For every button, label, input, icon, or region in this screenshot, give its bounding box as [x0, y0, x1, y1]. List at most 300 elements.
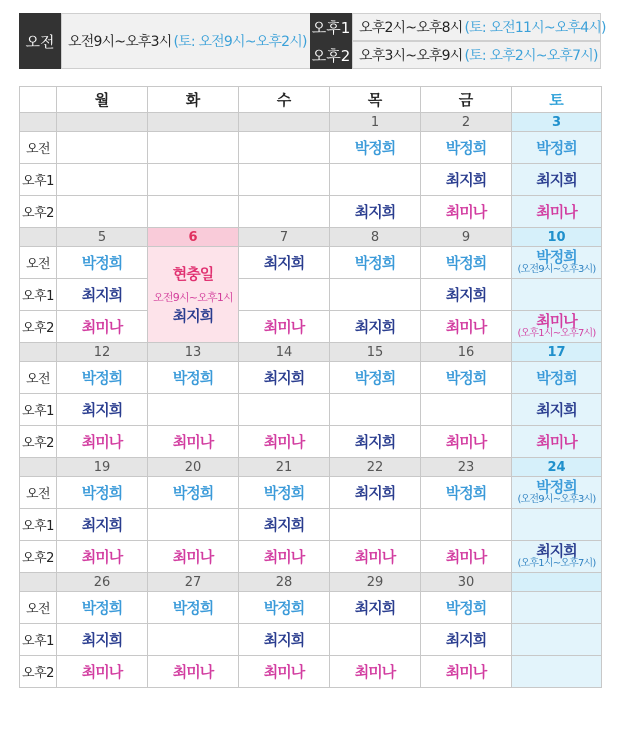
shift-entry [239, 316, 329, 337]
shift-entry [421, 546, 511, 567]
shift-entry [148, 431, 238, 452]
staff-name: 최미나 [81, 318, 123, 336]
header-blank [20, 87, 57, 113]
shift-cell-tue [148, 164, 239, 196]
date-cell-thu: 15 [330, 343, 421, 362]
shift-entry [330, 316, 420, 337]
shift-entry [330, 252, 420, 273]
schedule-calendar [19, 86, 602, 688]
period-label: 오전 [20, 132, 57, 164]
shift-cell-sat[interactable] [512, 196, 602, 228]
shift-cell-thu[interactable] [330, 592, 421, 624]
legend-pm1-hours-text: 오후2시~오후8시 [359, 20, 463, 36]
staff-name: 최미나 [172, 548, 214, 566]
date-row-blank [20, 343, 57, 362]
staff-name: 최지희 [354, 484, 396, 502]
shift-entry [421, 137, 511, 158]
shift-entry [512, 367, 601, 388]
shift-cell-fri[interactable] [421, 477, 512, 509]
shift-cell-wed[interactable] [239, 311, 330, 343]
shift-cell-fri[interactable] [421, 311, 512, 343]
shift-entry [239, 482, 329, 503]
staff-name: 박정희 [263, 484, 305, 502]
shift-entry [421, 597, 511, 618]
shift-cell-thu[interactable] [330, 247, 421, 279]
shift-cell-tue[interactable] [148, 592, 239, 624]
shift-cell-wed[interactable] [239, 426, 330, 458]
shift-cell-thu[interactable] [330, 477, 421, 509]
weekday-header-row [20, 87, 602, 113]
shift-entry [512, 399, 601, 420]
staff-name: 최미나 [263, 548, 305, 566]
staff-name: 최지희 [445, 286, 487, 304]
staff-name: 박정희 [445, 139, 487, 157]
slot-row [20, 394, 602, 426]
shift-cell-mon[interactable] [57, 592, 148, 624]
period-label: 오전 [20, 592, 57, 624]
shift-entry [421, 284, 511, 305]
date-cell-sat [512, 573, 602, 592]
staff-name: 박정희 [172, 369, 214, 387]
shift-cell-wed [239, 132, 330, 164]
shift-entry [330, 546, 420, 567]
date-cell-thu: 1 [330, 113, 421, 132]
slot-row [20, 541, 602, 573]
shift-entry [421, 661, 511, 682]
date-row [20, 113, 602, 132]
shift-entry [421, 629, 511, 650]
date-cell-fri: 9 [421, 228, 512, 247]
shift-entry [239, 367, 329, 388]
date-row-blank [20, 458, 57, 477]
shift-entry [512, 314, 601, 339]
date-row [20, 458, 602, 477]
date-cell-wed: 7 [239, 228, 330, 247]
date-cell-thu: 8 [330, 228, 421, 247]
date-cell-wed: 14 [239, 343, 330, 362]
date-cell-sat: 10 [512, 228, 602, 247]
shift-cell-tue[interactable] [148, 477, 239, 509]
date-cell-mon [57, 113, 148, 132]
shift-cell-thu[interactable] [330, 426, 421, 458]
slot-row [20, 311, 602, 343]
legend-pm1-hours [352, 13, 606, 41]
shift-cell-mon [57, 132, 148, 164]
shift-entry [239, 514, 329, 535]
date-row [20, 343, 602, 362]
shift-cell-tue[interactable] [148, 656, 239, 688]
date-cell-mon: 12 [57, 343, 148, 362]
date-cell-fri: 2 [421, 113, 512, 132]
shift-cell-thu [330, 279, 421, 311]
date-row-blank [20, 113, 57, 132]
shift-cell-mon[interactable] [57, 624, 148, 656]
staff-name: 최지희 [536, 171, 577, 189]
staff-name: 최미나 [263, 433, 305, 451]
shift-entry [57, 431, 147, 452]
staff-name: 최미나 [81, 548, 123, 566]
shift-cell-fri[interactable] [421, 132, 512, 164]
staff-name: 박정희 [81, 599, 123, 617]
staff-name: 최지희 [263, 254, 305, 272]
shift-entry [330, 137, 420, 158]
shift-cell-sat[interactable] [512, 247, 602, 279]
staff-name: 박정희 [354, 254, 396, 272]
shift-entry [148, 482, 238, 503]
shift-cell-mon[interactable] [57, 541, 148, 573]
shift-cell-wed[interactable] [239, 509, 330, 541]
legend-am-hours [61, 13, 329, 69]
staff-name: 박정희 [445, 599, 487, 617]
staff-name: 박정희 [536, 248, 577, 266]
staff-name: 최미나 [354, 548, 396, 566]
date-cell-tue: 6 [148, 228, 239, 247]
saturday-hours-note: (오후1시~오후7시) [517, 328, 596, 339]
slot-row [20, 624, 602, 656]
shift-entry [330, 597, 420, 618]
header-mon: 월 [57, 87, 148, 113]
slot-row [20, 132, 602, 164]
staff-name: 최지희 [536, 542, 577, 560]
period-label: 오후1 [20, 279, 57, 311]
shift-entry [512, 137, 601, 158]
shift-cell-mon [57, 196, 148, 228]
shift-cell-fri[interactable] [421, 164, 512, 196]
date-cell-mon: 5 [57, 228, 148, 247]
slot-row [20, 656, 602, 688]
saturday-hours-note: (오후1시~오후7시) [517, 558, 596, 569]
shift-cell-sat [512, 279, 602, 311]
shift-entry [57, 367, 147, 388]
staff-name: 최지희 [354, 203, 396, 221]
staff-name: 박정희 [172, 599, 214, 617]
shift-cell-wed[interactable] [239, 592, 330, 624]
shift-cell-wed[interactable] [239, 362, 330, 394]
staff-name: 최미나 [445, 663, 487, 681]
header-tue: 화 [148, 87, 239, 113]
slot-row [20, 477, 602, 509]
legend-am-saturday: (토: 오전9시~오후2시) [173, 34, 307, 50]
shift-entry [57, 597, 147, 618]
staff-name: 박정희 [536, 478, 577, 496]
staff-name: 최지희 [354, 433, 396, 451]
shift-cell-tue [148, 624, 239, 656]
shift-entry [57, 546, 147, 567]
shift-entry [57, 284, 147, 305]
staff-name: 최지희 [354, 318, 396, 336]
shift-entry [421, 169, 511, 190]
shift-cell-mon[interactable] [57, 477, 148, 509]
schedule-legend [19, 13, 606, 71]
shift-cell-wed [239, 279, 330, 311]
shift-cell-fri[interactable] [421, 656, 512, 688]
shift-cell-mon[interactable] [57, 656, 148, 688]
staff-name: 박정희 [263, 599, 305, 617]
shift-entry [57, 316, 147, 337]
shift-entry [330, 431, 420, 452]
shift-cell-fri[interactable] [421, 426, 512, 458]
staff-name: 박정희 [81, 369, 123, 387]
slot-row [20, 196, 602, 228]
staff-name: 박정희 [536, 369, 577, 387]
period-label: 오전 [20, 477, 57, 509]
legend-pm2-saturday: (토: 오후2시~오후7시) [464, 48, 598, 64]
staff-name: 최미나 [172, 433, 214, 451]
shift-cell-tue [148, 509, 239, 541]
shift-entry [239, 431, 329, 452]
shift-cell-thu[interactable] [330, 311, 421, 343]
slot-row [20, 362, 602, 394]
staff-name: 최지희 [81, 401, 123, 419]
date-cell-wed: 28 [239, 573, 330, 592]
staff-name: 박정희 [354, 139, 396, 157]
staff-name: 최미나 [536, 312, 577, 330]
date-cell-tue: 20 [148, 458, 239, 477]
shift-entry [421, 201, 511, 222]
staff-name: 박정희 [445, 484, 487, 502]
shift-cell-fri[interactable] [421, 624, 512, 656]
staff-name: 최지희 [81, 286, 123, 304]
shift-cell-tue [148, 132, 239, 164]
period-label: 오전 [20, 362, 57, 394]
shift-entry [421, 431, 511, 452]
holiday-hours: 오전9시~오후1시 [153, 291, 233, 304]
shift-entry [512, 544, 601, 569]
shift-cell-sat[interactable] [512, 426, 602, 458]
saturday-hours-note: (오전9시~오후3시) [517, 264, 596, 275]
staff-name: 최지희 [263, 516, 305, 534]
period-label: 오후2 [20, 656, 57, 688]
legend-am-hours-text: 오전9시~오후3시 [68, 34, 172, 50]
shift-cell-thu [330, 164, 421, 196]
date-cell-tue [148, 113, 239, 132]
shift-entry [148, 367, 238, 388]
shift-entry [239, 252, 329, 273]
staff-name: 박정희 [172, 484, 214, 502]
shift-entry [421, 482, 511, 503]
staff-name: 최미나 [445, 318, 487, 336]
saturday-hours-note: (오전9시~오후3시) [517, 494, 596, 505]
shift-cell-mon [57, 164, 148, 196]
staff-name: 최지희 [536, 401, 577, 419]
shift-cell-fri[interactable] [421, 362, 512, 394]
shift-entry [148, 546, 238, 567]
shift-cell-wed [239, 196, 330, 228]
shift-cell-wed[interactable] [239, 477, 330, 509]
staff-name: 최지희 [263, 369, 305, 387]
shift-cell-tue [148, 196, 239, 228]
shift-entry [57, 252, 147, 273]
shift-cell-sat[interactable] [512, 164, 602, 196]
staff-name: 최지희 [81, 631, 123, 649]
shift-entry [330, 482, 420, 503]
staff-name: 최미나 [445, 433, 487, 451]
holiday-cell[interactable] [148, 247, 239, 343]
staff-name: 최미나 [445, 203, 487, 221]
shift-entry [148, 597, 238, 618]
shift-cell-thu[interactable] [330, 196, 421, 228]
period-label: 오후2 [20, 426, 57, 458]
staff-name: 최미나 [172, 663, 214, 681]
shift-entry [512, 250, 601, 275]
shift-cell-fri[interactable] [421, 592, 512, 624]
date-cell-mon: 26 [57, 573, 148, 592]
shift-entry [57, 482, 147, 503]
shift-entry [239, 546, 329, 567]
staff-name: 최지희 [354, 599, 396, 617]
shift-entry [421, 252, 511, 273]
shift-cell-wed[interactable] [239, 656, 330, 688]
legend-pm2-label: 오후2 [310, 41, 352, 69]
date-row-blank [20, 573, 57, 592]
shift-entry [57, 514, 147, 535]
shift-cell-wed[interactable] [239, 624, 330, 656]
shift-cell-sat[interactable] [512, 362, 602, 394]
period-label: 오후2 [20, 311, 57, 343]
shift-cell-thu[interactable] [330, 656, 421, 688]
shift-entry [421, 316, 511, 337]
staff-name: 박정희 [81, 484, 123, 502]
shift-cell-tue[interactable] [148, 426, 239, 458]
shift-entry [330, 367, 420, 388]
period-label: 오전 [20, 247, 57, 279]
staff-name: 최미나 [81, 433, 123, 451]
shift-entry [512, 480, 601, 505]
staff-name: 박정희 [536, 139, 577, 157]
shift-cell-fri[interactable] [421, 196, 512, 228]
shift-entry [330, 661, 420, 682]
shift-cell-sat[interactable] [512, 541, 602, 573]
shift-cell-tue [148, 394, 239, 426]
date-cell-wed: 21 [239, 458, 330, 477]
shift-cell-mon[interactable] [57, 311, 148, 343]
shift-cell-fri[interactable] [421, 541, 512, 573]
shift-entry [512, 169, 601, 190]
period-label: 오후1 [20, 164, 57, 196]
shift-entry [512, 201, 601, 222]
header-wed: 수 [239, 87, 330, 113]
shift-cell-sat[interactable] [512, 132, 602, 164]
staff-name: 박정희 [81, 254, 123, 272]
staff-name: 최지희 [263, 631, 305, 649]
date-cell-sat: 17 [512, 343, 602, 362]
header-thu: 목 [330, 87, 421, 113]
holiday-staff: 최지희 [172, 307, 214, 325]
shift-cell-mon[interactable] [57, 426, 148, 458]
header-sat: 토 [512, 87, 602, 113]
shift-cell-mon[interactable] [57, 279, 148, 311]
slot-row [20, 426, 602, 458]
shift-entry [57, 629, 147, 650]
period-label: 오후2 [20, 196, 57, 228]
date-cell-sat: 3 [512, 113, 602, 132]
date-cell-fri: 16 [421, 343, 512, 362]
shift-cell-sat[interactable] [512, 311, 602, 343]
slot-row [20, 509, 602, 541]
legend-pm1-saturday: (토: 오전11시~오후4시) [464, 20, 606, 36]
staff-name: 최미나 [536, 203, 577, 221]
period-label: 오후1 [20, 624, 57, 656]
shift-cell-thu[interactable] [330, 541, 421, 573]
date-cell-mon: 19 [57, 458, 148, 477]
slot-row [20, 164, 602, 196]
shift-entry [239, 597, 329, 618]
shift-entry [512, 431, 601, 452]
shift-entry [148, 661, 238, 682]
header-fri: 금 [421, 87, 512, 113]
shift-cell-thu [330, 394, 421, 426]
slot-row [20, 279, 602, 311]
shift-entry [239, 661, 329, 682]
shift-cell-wed[interactable] [239, 541, 330, 573]
staff-name: 최미나 [263, 663, 305, 681]
staff-name: 최미나 [536, 433, 577, 451]
staff-name: 박정희 [445, 369, 487, 387]
staff-name: 박정희 [354, 369, 396, 387]
legend-pm2-hours-text: 오후3시~오후9시 [359, 48, 463, 64]
date-row [20, 228, 602, 247]
shift-cell-mon[interactable] [57, 362, 148, 394]
shift-cell-sat[interactable] [512, 477, 602, 509]
shift-cell-mon[interactable] [57, 509, 148, 541]
staff-name: 최지희 [445, 631, 487, 649]
shift-cell-tue[interactable] [148, 541, 239, 573]
calendar-body [20, 113, 602, 688]
shift-cell-fri [421, 509, 512, 541]
shift-cell-fri[interactable] [421, 279, 512, 311]
shift-cell-wed[interactable] [239, 247, 330, 279]
date-row-blank [20, 228, 57, 247]
date-cell-sat: 24 [512, 458, 602, 477]
shift-entry [330, 201, 420, 222]
staff-name: 최미나 [354, 663, 396, 681]
shift-cell-thu [330, 509, 421, 541]
legend-pm1-label: 오후1 [310, 13, 352, 41]
shift-entry [57, 399, 147, 420]
period-label: 오후1 [20, 509, 57, 541]
shift-cell-tue[interactable] [148, 362, 239, 394]
shift-cell-thu [330, 624, 421, 656]
slot-row [20, 247, 602, 279]
legend-am-label: 오전 [19, 13, 61, 69]
date-row [20, 573, 602, 592]
shift-entry [57, 661, 147, 682]
legend-pm2-hours [352, 41, 601, 69]
shift-cell-wed [239, 394, 330, 426]
shift-cell-mon[interactable] [57, 394, 148, 426]
staff-name: 최미나 [445, 548, 487, 566]
shift-cell-fri[interactable] [421, 247, 512, 279]
staff-name: 박정희 [445, 254, 487, 272]
shift-cell-sat [512, 592, 602, 624]
shift-cell-fri [421, 394, 512, 426]
date-cell-fri: 23 [421, 458, 512, 477]
shift-cell-sat[interactable] [512, 394, 602, 426]
period-label: 오후1 [20, 394, 57, 426]
period-label: 오후2 [20, 541, 57, 573]
staff-name: 최지희 [445, 171, 487, 189]
shift-cell-thu[interactable] [330, 132, 421, 164]
shift-cell-thu[interactable] [330, 362, 421, 394]
staff-name: 최미나 [81, 663, 123, 681]
shift-entry [239, 629, 329, 650]
date-cell-tue: 13 [148, 343, 239, 362]
staff-name: 최미나 [263, 318, 305, 336]
shift-cell-sat [512, 656, 602, 688]
shift-cell-sat [512, 509, 602, 541]
shift-cell-mon[interactable] [57, 247, 148, 279]
date-cell-thu: 22 [330, 458, 421, 477]
